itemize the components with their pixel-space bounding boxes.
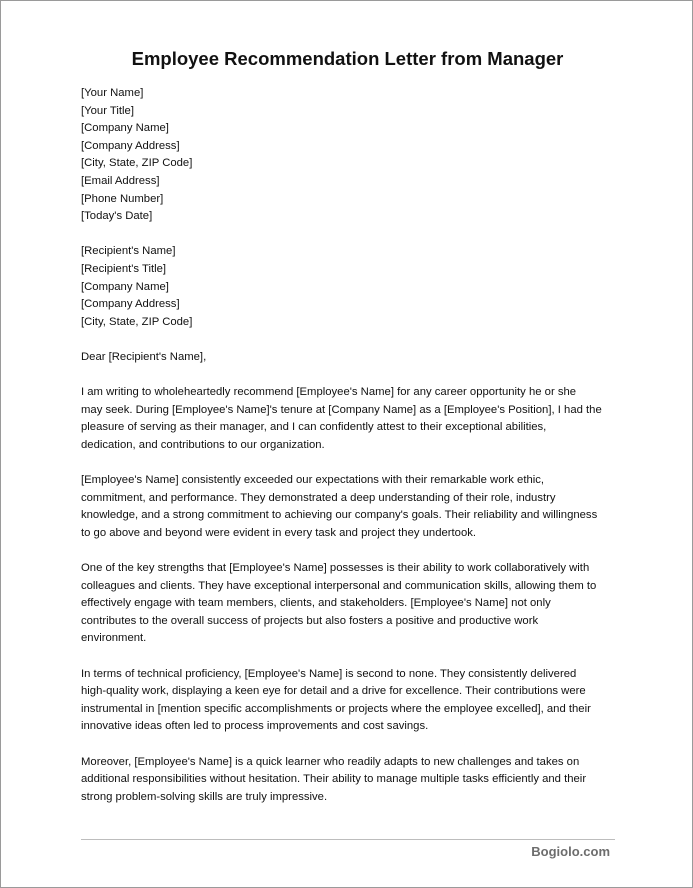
sender-name: [Your Name] xyxy=(81,87,144,99)
paragraph-line: environment. xyxy=(81,632,147,645)
paragraph-line: [Employee's Name] consistently exceeded our expectations with their remarkable work ethic, xyxy=(81,474,545,487)
sender-company: [Company Name] xyxy=(81,122,169,135)
paragraph-line: contributes to the overall success of projects but also fosters a positive and productive work xyxy=(81,614,539,627)
paragraph-line: may seek. During [Employee's Name]'s tenure at [Company Name] as a [Employee's Position], I had the xyxy=(81,403,602,416)
recipient-name: [Recipient's Name] xyxy=(81,245,176,258)
paragraph-line: commitment, and performance. They demonstrated a deep understanding of their role, industry xyxy=(81,491,556,504)
sender-phone: [Phone Number] xyxy=(81,192,164,205)
footer-brand: Bogiolo.com xyxy=(531,844,610,859)
paragraph-line: strong problem-solving skills are truly impressive. xyxy=(81,790,328,803)
sender-city-state-zip: [City, State, ZIP Code] xyxy=(81,157,193,170)
paragraph-line: Moreover, [Employee's Name] is a quick learner who readily adapts to new challenges and takes on xyxy=(81,755,580,768)
paragraph-line: pleasure of serving as their manager, and I can confidently attest to their exceptional abilities, xyxy=(81,421,547,434)
paragraph-line: dedication, and contributions to our organization. xyxy=(81,438,325,451)
footer-divider xyxy=(81,839,615,840)
paragraph-line: colleagues and clients. They have exceptional interpersonal and communication skills, allowing them to xyxy=(81,579,597,592)
sender-block xyxy=(81,85,621,226)
paragraph-line: additional responsibilities without hesitation. Their ability to manage multiple tasks efficiently and their xyxy=(81,773,587,786)
paragraph-line: I am writing to wholeheartedly recommend [Employee's Name] for any career opportunity he or she xyxy=(81,386,577,399)
document-title: Employee Recommendation Letter from Manager xyxy=(131,48,564,69)
paragraph-line: knowledge, and a strong commitment to achieving our company's goals. Their reliability and willingness xyxy=(81,509,598,522)
paragraph-line: instrumental in [mention specific accomplishments or projects where the employee excelled], and their xyxy=(81,702,591,715)
paragraph-line: innovative ideas often led to process improvements and cost savings. xyxy=(81,720,429,733)
recipient-city-state-zip: [City, State, ZIP Code] xyxy=(81,315,193,328)
paragraph-line: One of the key strengths that [Employee's Name] possesses is their ability to work collaboratively with xyxy=(81,562,590,575)
paragraph-line: to go above and beyond were evident in every task and project they undertook. xyxy=(81,526,477,539)
sender-address: [Company Address] xyxy=(81,139,180,152)
recipient-address: [Company Address] xyxy=(81,298,180,311)
body-paragraph xyxy=(81,754,621,807)
sender-email: [Email Address] xyxy=(81,174,160,187)
body-paragraph xyxy=(81,560,621,648)
recipient-block xyxy=(81,243,621,331)
paragraph-line: high-quality work, displaying a keen eye for detail and a drive for excellence. Their contributions were xyxy=(81,685,586,698)
paragraph-line: effectively engage with team members, clients, and stakeholders. [Employee's Name] not only xyxy=(81,597,551,610)
body-paragraph xyxy=(81,472,621,542)
letter-body xyxy=(81,85,621,806)
salutation: Dear [Recipient's Name], xyxy=(81,350,207,363)
letter-date: [Today's Date] xyxy=(81,210,153,223)
recipient-title: [Recipient's Title] xyxy=(81,262,167,275)
body-paragraph xyxy=(81,666,621,736)
body-paragraph xyxy=(81,384,621,454)
sender-title: [Your Title] xyxy=(81,104,134,117)
paragraph-line: In terms of technical proficiency, [Employee's Name] is second to none. They consistently delivered xyxy=(81,667,577,680)
recipient-company: [Company Name] xyxy=(81,280,169,293)
